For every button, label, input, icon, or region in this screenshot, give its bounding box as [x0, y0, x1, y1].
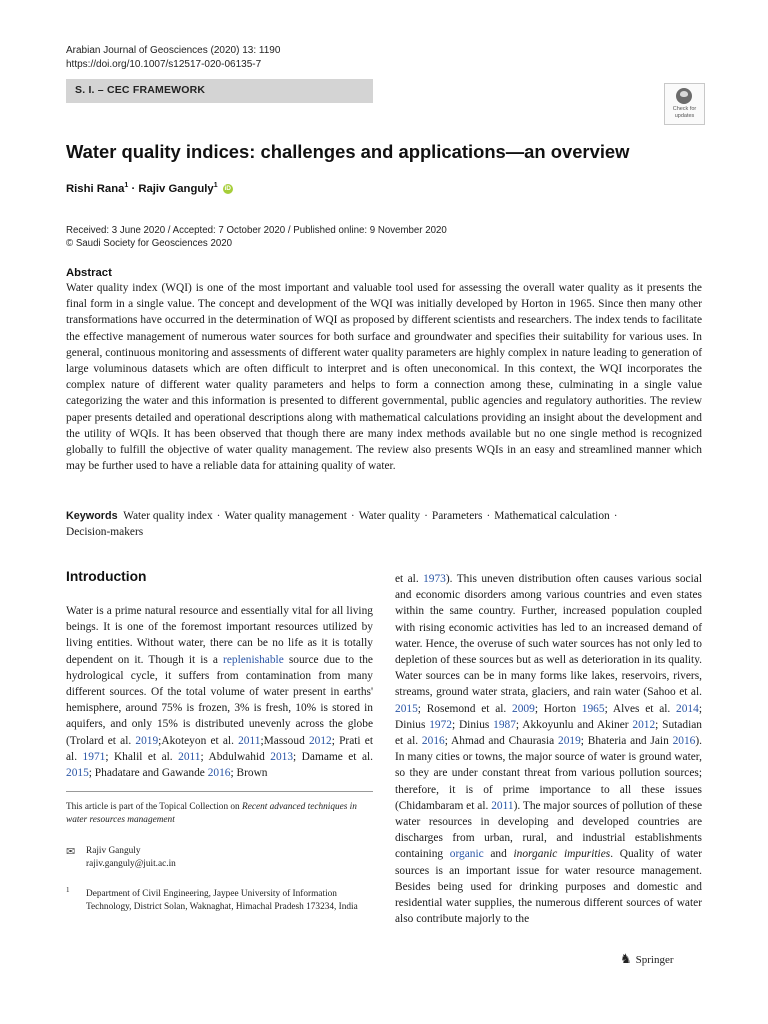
author-name[interactable]: Rajiv Ganguly — [138, 182, 214, 195]
keyword-separator: · — [216, 510, 221, 522]
affiliation-number: 1 — [66, 886, 70, 894]
topical-collection-note — [66, 801, 373, 827]
body-text: ). This uneven distribution often causes various social and economic disorders among various countries and even states within the same country. Further, increased population coupled with rising economic activities has led to an increased demand of water. Hence, the overuse of such water sources has not only led to depletion of these sources but as well as deterioration in its quality. Water sources can be in many forms like lakes, reservoirs, rivers, streams, ground water strata, glaciers, and rain water (Sahoo et al. — [395, 573, 702, 699]
citation-link[interactable]: 2015 — [66, 767, 89, 780]
envelope-icon: ✉ — [66, 846, 76, 858]
keywords — [66, 508, 702, 540]
author-separator: · — [131, 182, 136, 195]
citation-link[interactable]: 2014 — [676, 702, 699, 715]
citation-link[interactable]: 1971 — [82, 750, 106, 763]
body-text: and — [483, 848, 514, 861]
citation-link[interactable]: 2015 — [395, 702, 418, 715]
journal-line: Arabian Journal of Geosciences (2020) 13: 1190 — [66, 45, 281, 56]
body-text: et al. — [395, 573, 424, 585]
body-text: source due to the hydrological cycle, it suffers from contamination from many different sources. Of the total volume of water present in earths' hemisphere, around 75% is frozen, 3% is fresh, 10% is stored in aquifers, and only 15% is distributed unevenly across the globe (Trolard et al. — [66, 653, 373, 747]
keyword-separator: · — [613, 510, 618, 522]
citation-link[interactable]: 2019 — [558, 735, 581, 748]
dates-line: Received: 3 June 2020 / Accepted: 7 October 2020 / Published online: 9 November 2020 — [66, 225, 447, 236]
body-text: ; Horton — [534, 702, 582, 715]
body-text: ). The major sources of pollution of these water resources in developing and developed countries are discharges from urban, rural, and industrial establishments containing — [395, 799, 702, 861]
body-text: Water is a prime natural resource and essentially vital for all living beings. It is one of the foremost important resources utilized by living entities. Without water, there can be no life as it is totally dependent on it. Though it is a — [66, 605, 373, 666]
check-text-line2: updates — [674, 112, 695, 119]
corresponding-author — [86, 845, 176, 871]
body-text: . Quality of water sources is an important issue for water resource management. Besides being used for drinking purposes and domestic and residential water supplies, the numerous different sources of water also contribute majorly to the — [395, 848, 702, 926]
body-text: ; Dinius — [451, 718, 494, 731]
affiliation-mark: 1 — [124, 182, 129, 189]
body-text: ; Brown — [230, 767, 268, 780]
body-text: ; Akkoyunlu and Akiner — [515, 718, 633, 731]
citation-link[interactable]: 2009 — [512, 702, 535, 715]
article-title: Water quality indices: challenges and applications—an overview — [66, 141, 630, 162]
publisher-logo — [620, 951, 674, 967]
publisher-name: Springer — [635, 954, 674, 966]
intro-column-right — [395, 571, 702, 927]
journal-citation — [66, 44, 280, 71]
citation-link[interactable]: 2011 — [238, 734, 261, 747]
body-text: ; Phadatare and Gawande — [88, 767, 208, 780]
citation-link[interactable]: 1973 — [423, 573, 446, 585]
affiliation-text: Department of Civil Engineering, Jaypee University of Information Technology, District Solan, Waknaghat, Himachal Pradesh 173234, India — [86, 889, 358, 912]
copyright-line: © Saudi Society for Geosciences 2020 — [66, 238, 232, 249]
contact-name: Rajiv Ganguly — [86, 846, 141, 856]
abstract-text: Water quality index (WQI) is one of the most important and valuable tool used for assessing the overall water quality as it presents the final form in a single value. The concept and development of the WQI was initially developed by Horton in 1965. Since then many other transformations have occurred in the determination of WQI as proposed by different scientists and researchers. The index tends to facilitate the effective management of numerous water sources for both surface and groundwater and specifies their suitability for various uses. In general, continuous monitoring and assessments of different water quality parameters are highly complex in nature leading to generation of large voluminous datasets which are often difficult to interpret and is often uneconomical. In this context, the WQI incorporates the complex nature of different water quality parameters and helps to form a connection among these, culminating in a single value categorizing the water and this information is presented to different governmental, public agencies and regulatory authorities. The review paper presents detailed and operational descriptions along with mathematical calculations providing an insight about the development and the utility of WQIs. It has been observed that though there are many index methods available but no one single method is recognized globally to fulfill the objective of water quality management. The review also presents WQIs in an easy and streamlined manner which may be further used to have a reliable data for attaining quality of water. — [66, 282, 702, 473]
keywords-label: Keywords — [66, 510, 118, 522]
keyword: Mathematical calculation — [494, 510, 610, 522]
collection-title: Recent advanced techniques in water resources management — [66, 802, 357, 825]
citation-link[interactable]: 2012 — [308, 734, 332, 747]
keyword: Water quality — [358, 510, 421, 522]
body-text: ; Ahmad and Chaurasia — [444, 735, 559, 748]
section-banner — [66, 79, 373, 103]
section-label: S. I. – CEC FRAMEWORK — [75, 84, 206, 96]
keyword: Parameters — [431, 510, 483, 522]
citation-link[interactable]: 2016 — [207, 767, 231, 780]
author-name[interactable]: Rishi Rana — [66, 182, 125, 195]
keyword-separator: · — [486, 510, 491, 522]
citation-link[interactable]: 2016 — [672, 735, 696, 748]
citation-link[interactable]: 2016 — [421, 735, 445, 748]
citation-link[interactable]: 2013 — [270, 750, 294, 763]
citation-link[interactable]: organic — [449, 848, 484, 861]
body-text: ; Sutadian et al. — [395, 718, 702, 748]
body-text: ; Bhateria and Jain — [580, 735, 673, 748]
body-text: ;Massoud — [260, 734, 309, 747]
contact-email[interactable]: rajiv.ganguly@juit.ac.in — [86, 859, 176, 869]
introduction-heading: Introduction — [66, 569, 147, 584]
affiliation-mark: 1 — [213, 182, 218, 189]
glossary-link[interactable]: replenishable — [223, 653, 284, 666]
body-text: ; Prati et al. — [66, 734, 373, 763]
citation-link[interactable]: 1987 — [493, 718, 516, 731]
italic-term: inorganic impurities — [513, 848, 611, 861]
footnote-divider — [66, 791, 373, 792]
note-text: This article is part of the Topical Collection on — [66, 802, 243, 812]
intro-column-left — [66, 603, 373, 781]
check-for-updates-badge[interactable] — [664, 83, 705, 125]
horse-icon: ♞ — [620, 951, 632, 966]
update-icon — [676, 88, 692, 104]
publication-dates — [66, 224, 447, 250]
body-text: ; Alves et al. — [604, 702, 677, 715]
citation-link[interactable]: 2012 — [632, 718, 656, 731]
orcid-icon[interactable]: iD — [224, 184, 231, 192]
body-text: ; Abdulwahid — [200, 750, 271, 763]
abstract-heading: Abstract — [66, 267, 112, 279]
citation-link[interactable]: 1972 — [429, 718, 452, 731]
citation-link[interactable]: 2019 — [135, 734, 159, 747]
keyword-separator: · — [350, 510, 355, 522]
body-text: ; Damame et al. — [293, 750, 374, 763]
body-text: ). In many cities or towns, the major source of water is ground water, so they are under constant threat from various pollution sources; therefore, it is of prime importance to all these issues (Chidambaram et al. — [395, 735, 703, 812]
author-list — [66, 182, 233, 195]
keyword: Water quality management — [224, 510, 347, 522]
body-text: ; Khalil et al. — [105, 750, 179, 763]
citation-link[interactable]: 2011 — [491, 799, 514, 812]
citation-link[interactable]: 2011 — [178, 750, 201, 763]
body-text: ; Rosemond et al. — [417, 702, 513, 715]
body-text: ;Akoteyon et al. — [158, 734, 239, 747]
keyword-separator: · — [424, 510, 428, 522]
keyword: Water quality index — [123, 510, 213, 522]
keyword: Decision-makers — [66, 526, 144, 539]
citation-link[interactable]: 1965 — [581, 702, 605, 715]
check-text-line1: Check for — [672, 106, 697, 112]
body-text: ; Dinius — [395, 702, 702, 731]
doi-link[interactable]: https://doi.org/10.1007/s12517-020-06135-7 — [66, 58, 262, 70]
